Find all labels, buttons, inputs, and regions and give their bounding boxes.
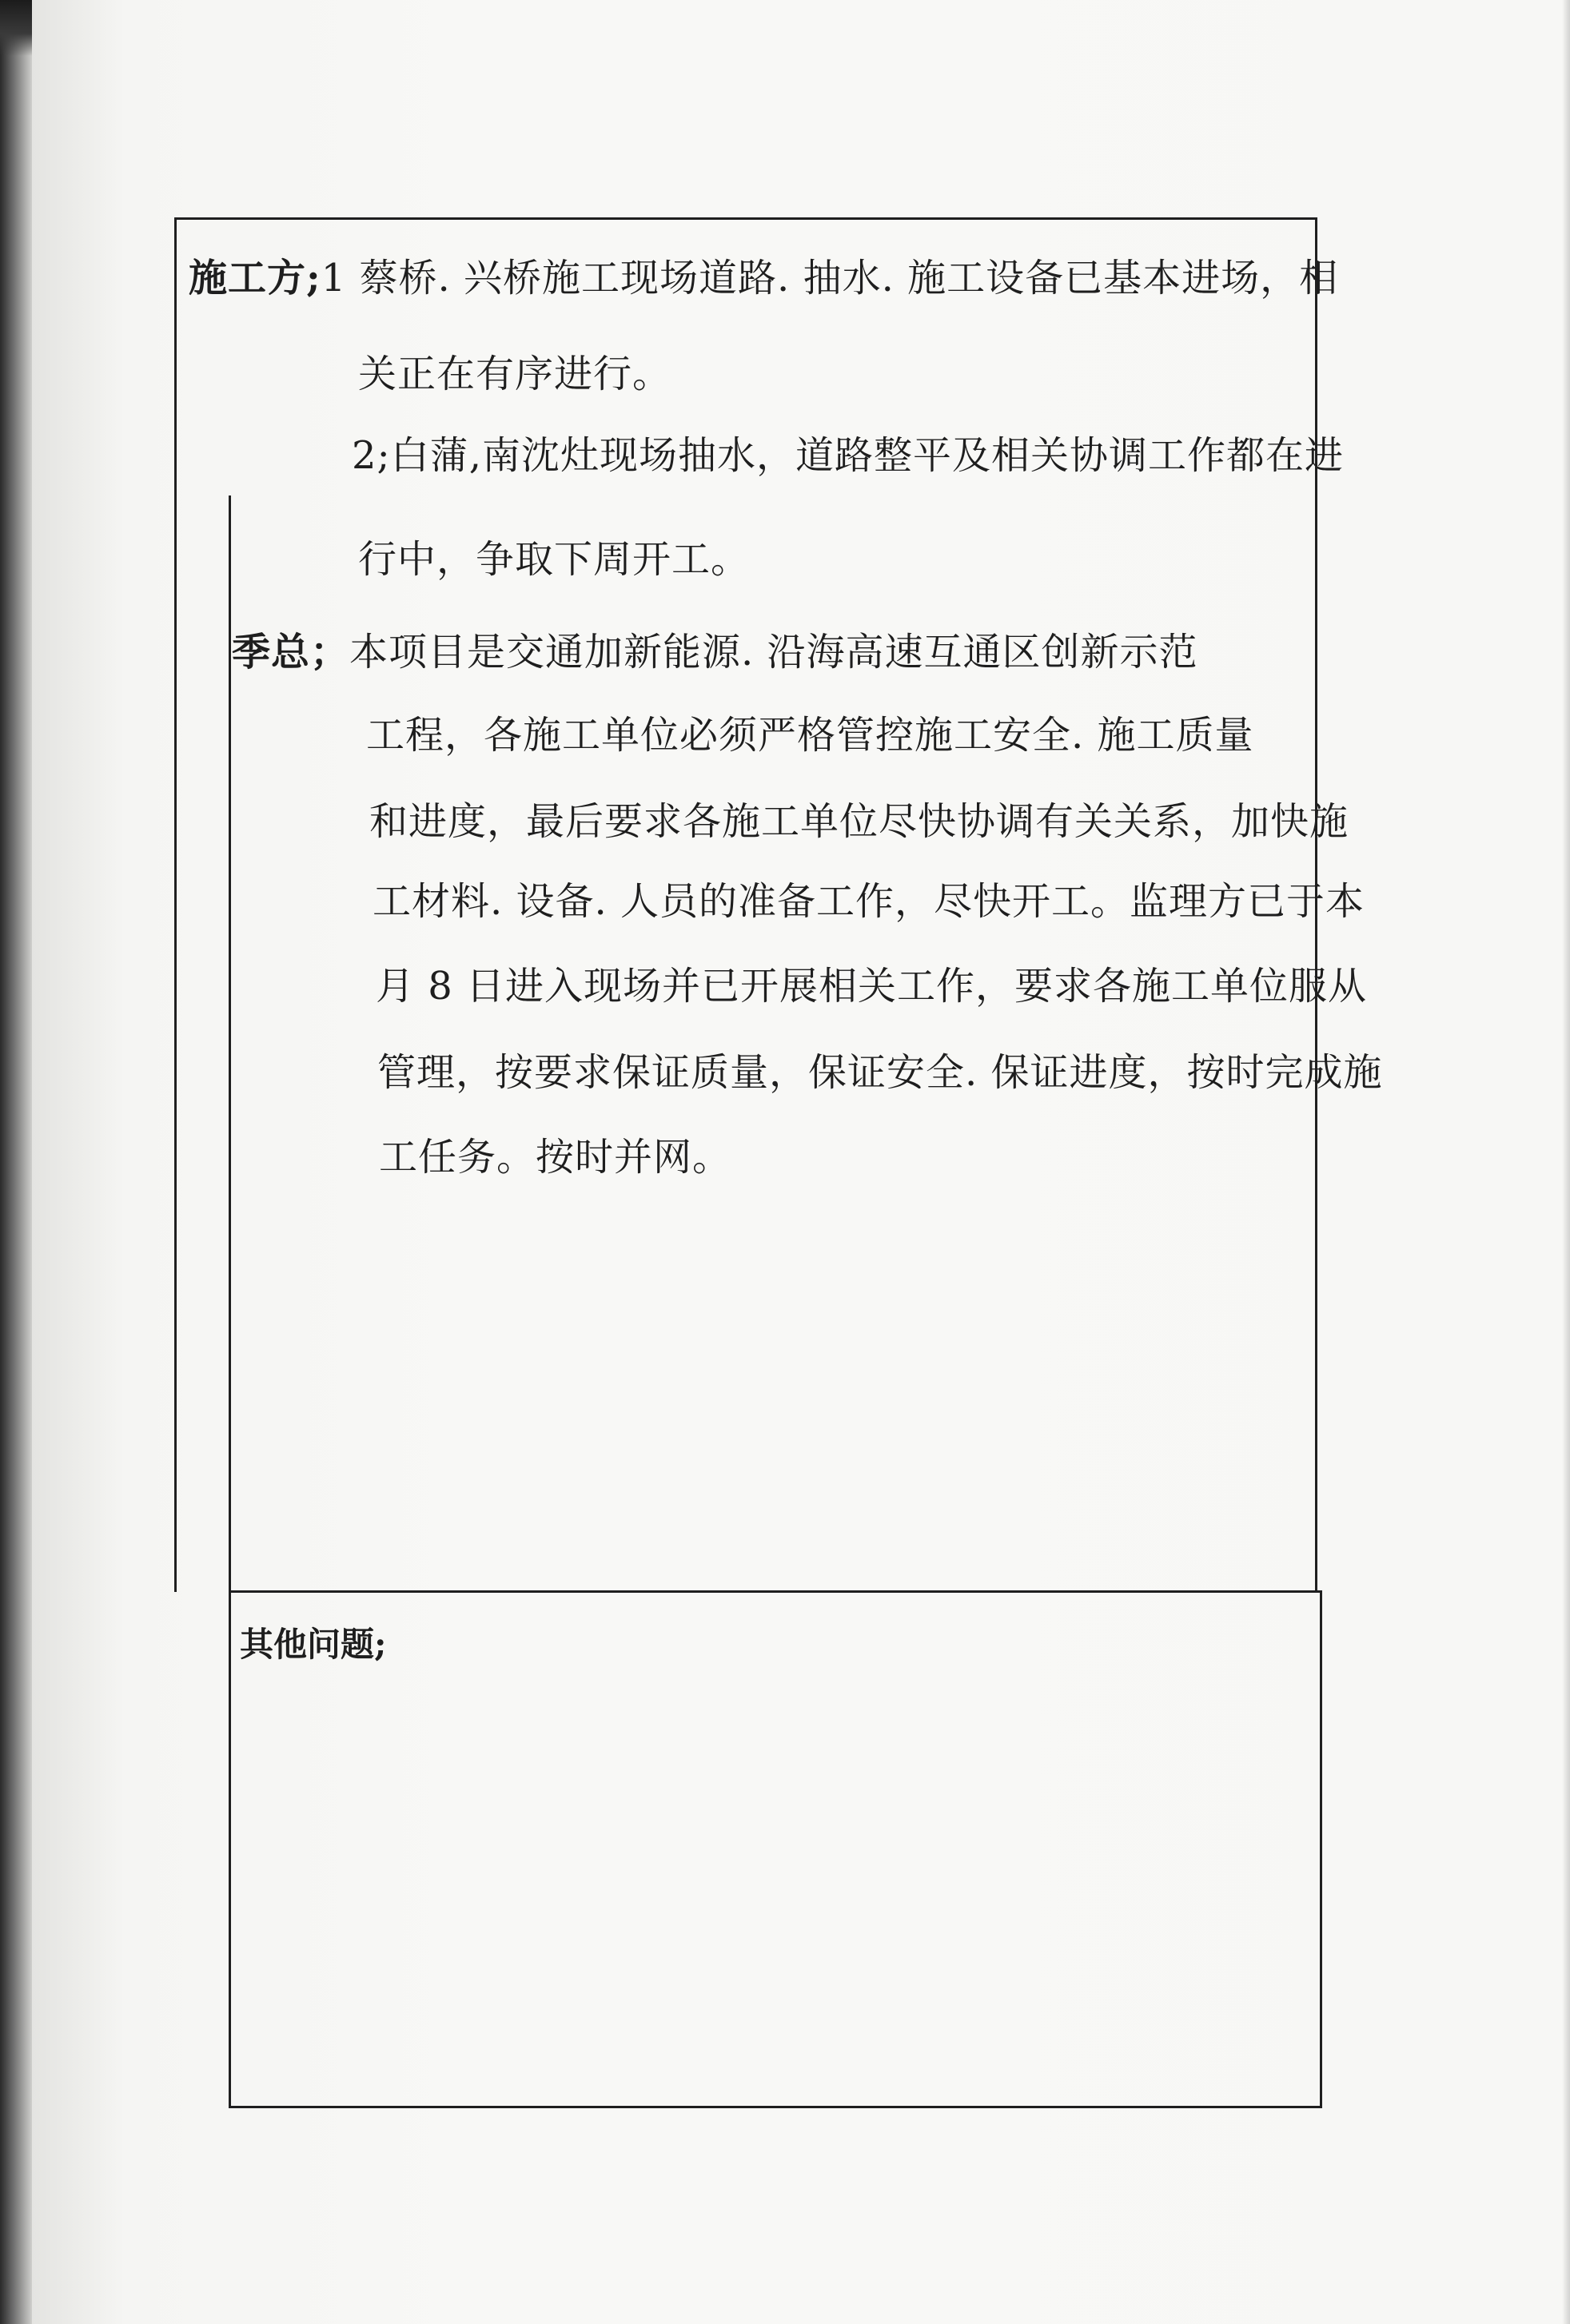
construction-item1-line2: 关正在有序进行。	[358, 352, 672, 396]
summary-line-1	[232, 628, 1198, 676]
construction-label: 施工方;	[189, 256, 321, 300]
summary-line: 工材料. 设备. 人员的准备工作，尽快开工。监理方已于本	[373, 879, 1365, 924]
other-issues-cell	[229, 1590, 1322, 2108]
summary-line: 和进度，最后要求各施工单位尽快协调有关关系，加快施	[369, 799, 1349, 844]
summary-line: 工任务。按时并网。	[379, 1135, 732, 1180]
construction-line-1	[189, 254, 1338, 302]
summary-label: 季总；	[232, 630, 350, 675]
page-right-shadow	[1562, 0, 1570, 2324]
summary-line: 本项目是交通加新能源. 沿海高速互通区创新示范	[349, 630, 1198, 675]
adjacent-page-edge	[0, 0, 32, 2324]
summary-line: 管理，按要求保证质量，保证安全. 保证进度，按时完成施	[377, 1050, 1383, 1095]
construction-item1-line1: 1 蔡桥. 兴桥施工现场道路. 抽水. 施工设备已基本进场，相	[321, 256, 1339, 300]
summary-line: 工程，各施工单位必须严格管控施工安全. 施工质量	[366, 713, 1254, 758]
cell-divider-line	[229, 495, 231, 1592]
construction-item2-line1: 2;白蒲,南沈灶现场抽水，道路整平及相关协调工作都在进	[352, 433, 1344, 478]
summary-line: 月 8 日进入现场并已开展相关工作，要求各施工单位服从	[376, 964, 1368, 1009]
other-issues-label: 其他问题;	[240, 1625, 387, 1664]
construction-item2-line2: 行中，争取下周开工。	[358, 537, 751, 582]
